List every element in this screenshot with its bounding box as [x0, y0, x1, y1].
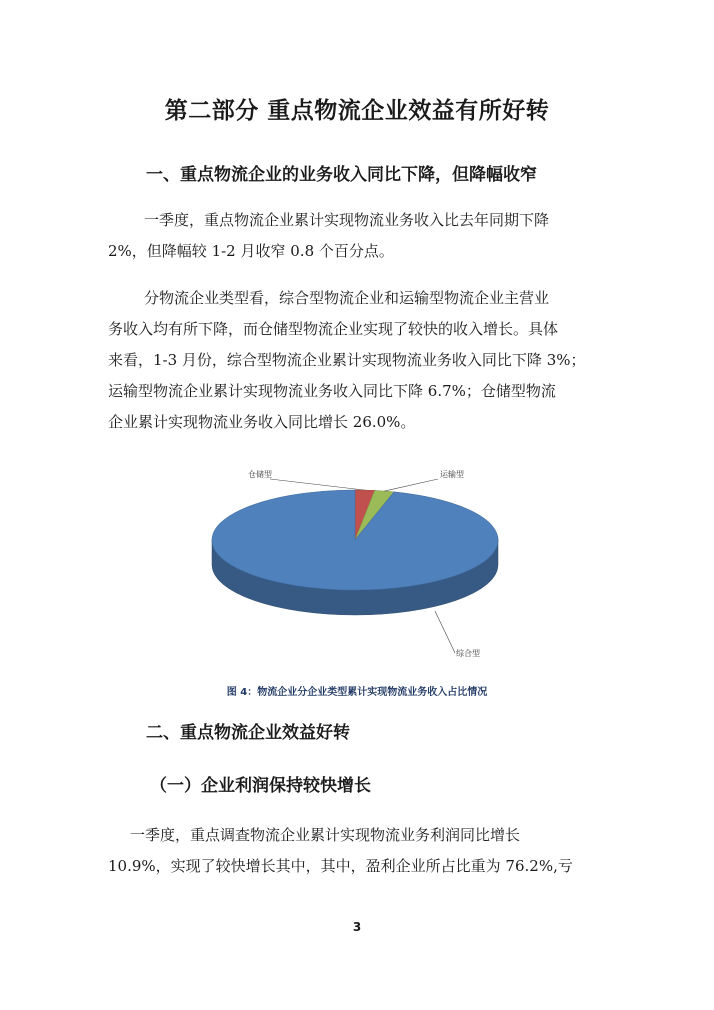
paragraph-2-line-4: 运输型物流企业累计实现物流业务收入同比下降 6.7%；仓储型物流: [108, 382, 556, 400]
paragraph-2: [108, 283, 606, 438]
paragraph-2-line-1: 分物流企业类型看，综合型物流企业和运输型物流企业主营业: [144, 289, 550, 307]
paragraph-3-line-1: 一季度，重点调查物流企业累计实现物流业务利润同比增长: [130, 826, 521, 844]
pie-label-综合型: 综合型: [456, 649, 480, 658]
figure-caption: 图 4：物流企业分企业类型累计实现物流业务收入占比情况: [226, 687, 488, 698]
pie-slice-综合型: [212, 490, 498, 590]
paragraph-1-line-1: 一季度，重点物流企业累计实现物流业务收入比去年同期下降: [144, 211, 550, 229]
paragraph-2-line-5: 企业累计实现物流业务收入同比增长 26.0%。: [108, 413, 416, 431]
paragraph-1: [108, 205, 606, 267]
paragraph-3-line-2: 10.9%，实现了较快增长其中，其中，盈利企业所占比重为 76.2%,亏: [108, 857, 573, 875]
paragraph-1-line-2: 2%，但降幅较 1-2 月收窄 0.8 个百分点。: [108, 242, 394, 260]
paragraph-3: [108, 820, 628, 882]
section-1-heading: 一、重点物流企业的业务收入同比下降，但降幅收窄: [146, 165, 537, 185]
leader-line-运输型: [384, 479, 438, 491]
pie-chart-svg: [200, 462, 530, 667]
page-number: 3: [352, 920, 362, 934]
subsection-1-heading: （一）企业利润保持较快增长: [150, 776, 371, 796]
pie-label-仓储型: 仓储型: [248, 470, 272, 479]
leader-line-综合型: [435, 611, 455, 653]
paragraph-2-line-3: 来看，1-3 月份，综合型物流企业累计实现物流业务收入同比下降 3%；: [108, 351, 586, 369]
section-2-heading: 二、重点物流企业效益好转: [146, 723, 350, 743]
part-title: 第二部分 重点物流企业效益有所好转: [164, 98, 550, 124]
leader-line-仓储型: [270, 479, 365, 490]
pie-label-运输型: 运输型: [440, 470, 464, 479]
pie-chart: [200, 462, 530, 667]
paragraph-2-line-2: 务收入均有所下降，而仓储型物流企业实现了较快的收入增长。具体: [108, 320, 559, 338]
